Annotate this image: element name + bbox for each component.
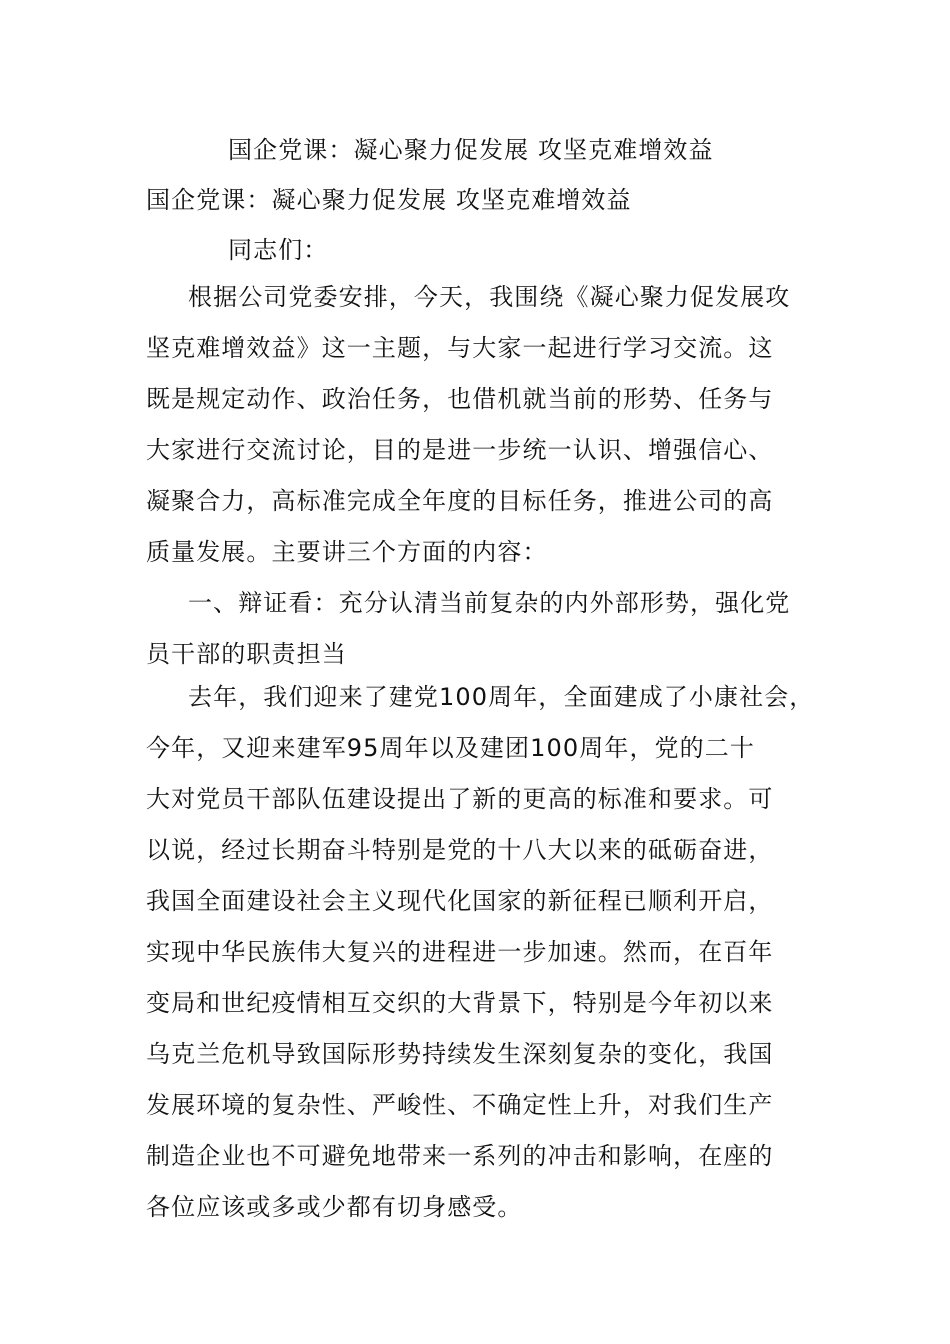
text-line: 变局和世纪疫情相互交织的大背景下，特别是今年初以来 [146,989,774,1017]
text-line: 各位应该或多或少都有切身感受。 [146,1193,523,1221]
greeting: 同志们： [228,236,329,264]
text-line: 发展环境的复杂性、严峻性、不确定性上升，对我们生产 [146,1091,774,1119]
text-line: 大对党员干部队伍建设提出了新的更高的标准和要求。可 [146,785,774,813]
text-line: 凝聚合力，高标准完成全年度的目标任务，推进公司的高 [146,487,774,515]
text-line: 乌克兰危机导致国际形势持续发生深刻复杂的变化，我国 [146,1040,774,1068]
document-title: 国企党课：凝心聚力促发展 攻坚克难增效益 [228,136,714,164]
text-line: 大家进行交流讨论，目的是进一步统一认识、增强信心、 [146,436,774,464]
section-heading-1 [146,578,846,680]
text-line: 制造企业也不可避免地带来一系列的冲击和影响，在座的 [146,1142,774,1170]
text-line: 质量发展。主要讲三个方面的内容： [146,538,548,566]
document-title-repeat: 国企党课：凝心聚力促发展 攻坚克难增效益 [146,186,632,214]
text-line: 今年，又迎来建军95周年以及建团100周年，党的二十 [146,734,755,762]
paragraph-body [146,672,846,1233]
text-line: 坚克难增效益》这一主题，与大家一起进行学习交流。这 [146,334,774,362]
text-line: 去年，我们迎来了建党100周年，全面建成了小康社会， [188,683,815,711]
text-line: 既是规定动作、政治任务，也借机就当前的形势、任务与 [146,385,774,413]
text-line: 以说，经过长期奋斗特别是党的十八大以来的砥砺奋进， [146,836,774,864]
text-line: 实现中华民族伟大复兴的进程进一步加速。然而，在百年 [146,938,774,966]
text-line: 一、辩证看：充分认清当前复杂的内外部形势，强化党 [188,589,791,617]
text-line: 我国全面建设社会主义现代化国家的新征程已顺利开启， [146,887,774,915]
text-line: 员干部的职责担当 [146,640,347,668]
text-line: 根据公司党委安排，今天，我围绕《凝心聚力促发展攻 [188,283,791,311]
paragraph-intro [146,272,846,578]
